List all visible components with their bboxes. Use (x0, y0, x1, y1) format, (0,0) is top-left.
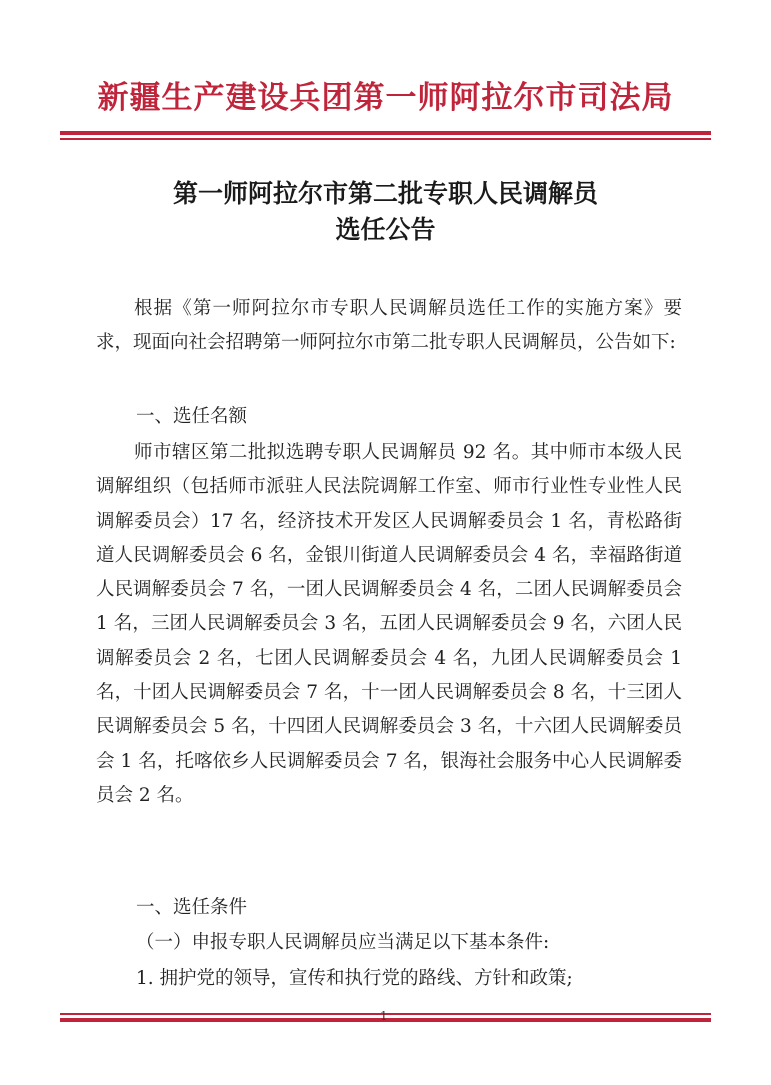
document-title-line1: 第一师阿拉尔市第二批专职人民调解员 (172, 179, 598, 208)
letterhead-rule-thick (60, 131, 711, 135)
subsection-heading: （一）申报专职人民调解员应当满足以下基本条件: (136, 932, 550, 953)
section1-body-paragraph: 师市辖区第二批拟选聘专职人民调解员 92 名。其中师市本级人民调解组织（包括师市派驻人民法院调解工作室、师市行业性专业性人民调解委员会）17 名，经济技术开发区人民调解委员会 1 名，青松路街道人民调解委员会 6 名，金银川街道人民调解委员会 4 名，幸福路街道人民调解委员会 7 名，一团人民调解委员会 4 名，二团人民调解委员会 1 名，三团人民调解委员会 3 名，五团人民调解委员会 9 名，六团人民调解委员会 2 名，七团人民调解委员会 4 名，九团人民调解委员会 1 名，十团人民调解委员会 7 名，十一团人民调解委员会 8 名，十三团人民调解委员会 5 名，十四团人民调解委员会 3 名，十六团人民调解委员会 1 名，托喀依乡人民调解委员会 7 名，银海社会服务中心人民调解委员会 2 名。 (96, 442, 682, 806)
section2-heading: 一、选任条件 (136, 897, 248, 918)
section1-heading: 一、选任名额 (136, 406, 248, 427)
intro-paragraph: 根据《第一师阿拉尔市专职人民调解员选任工作的实施方案》要求，现面向社会招聘第一师阿拉尔市第二批专职人民调解员，公告如下: (96, 298, 682, 354)
condition-item-1: 1. 拥护党的领导，宣传和执行党的路线、方针和政策; (136, 968, 573, 989)
letterhead-rule-thin (60, 138, 711, 140)
document-title-line2: 选任公告 (335, 215, 436, 244)
letterhead-org-name: 新疆生产建设兵团第一师阿拉尔市司法局 (97, 80, 674, 116)
page-number: 1 (380, 1009, 388, 1023)
